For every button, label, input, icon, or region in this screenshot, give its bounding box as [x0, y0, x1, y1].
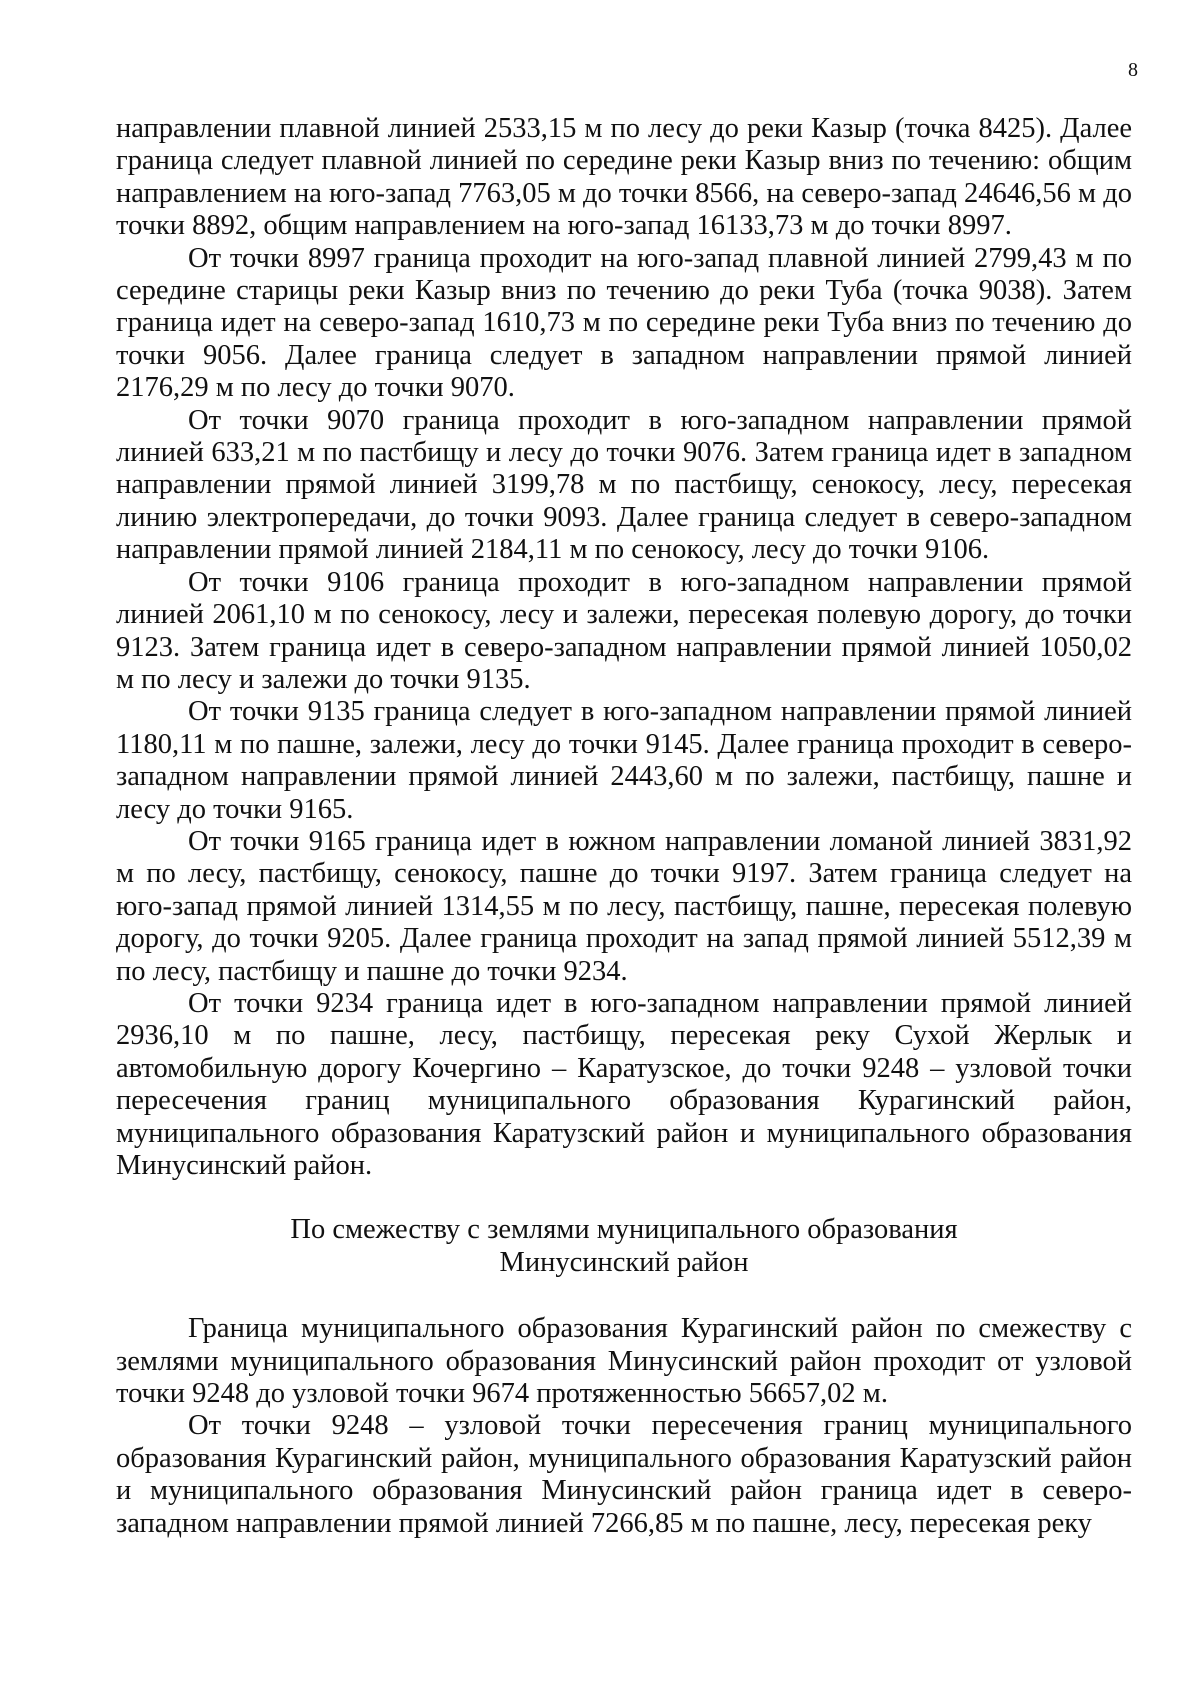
document-body [116, 113, 1132, 1540]
paragraph-9: От точки 9248 – узловой точки пересечения границ муниципального образования Курагинский район, муниципального образования Каратузский район и муниципального образования Минусинский район граница идет в северо-западном направлении прямой линией 7266,85 м по пашне, лесу, пересекая реку [116, 1410, 1132, 1539]
paragraph-8: Граница муниципального образования Курагинский район по смежеству с землями муниципального образования Минусинский район проходит от узловой точки 9248 до узловой точки 9674 протяженностью 56657,02 м. [116, 1313, 1132, 1410]
paragraph-1: направлении плавной линией 2533,15 м по лесу до реки Казыр (точка 8425). Далее граница следует плавной линией по середине реки Казыр вниз по течению: общим направлением на юго-запад 7763,05 м до точки 8566, на северо-запад 24646,56 м до точки 8892, общим направлением на юго-запад 16133,73 м до точки 8997. [116, 113, 1132, 242]
section-heading [116, 1214, 1132, 1279]
paragraph-5: От точки 9135 граница следует в юго-западном направлении прямой линией 1180,11 м по пашне, залежи, лесу до точки 9145. Далее граница проходит в северо-западном направлении прямой линией 2443,60 м по залежи, пастбищу, пашне и лесу до точки 9165. [116, 696, 1132, 825]
section-heading-line-1: По смежеству с землями муниципального образования [290, 1214, 958, 1246]
paragraph-4: От точки 9106 граница проходит в юго-западном направлении прямой линией 2061,10 м по сенокосу, лесу и залежи, пересекая полевую дорогу, до точки 9123. Затем граница идет в северо-западном направлении прямой линией 1050,02 м по лесу и залежи до точки 9135. [116, 566, 1132, 695]
paragraph-3: От точки 9070 граница проходит в юго-западном направлении прямой линией 633,21 м по пастбищу и лесу до точки 9076. Затем граница идет в западном направлении прямой линией 3199,78 м по пастбищу, сенокосу, лесу, пересекая линию электропередачи, до точки 9093. Далее граница следует в северо-западном направлении прямой линией 2184,11 м по сенокосу, лесу до точки 9106. [116, 404, 1132, 566]
paragraph-2: От точки 8997 граница проходит на юго-запад плавной линией 2799,43 м по середине старицы реки Казыр вниз по течению до реки Туба (точка 9038). Затем граница идет на северо-запад 1610,73 м по середине реки Туба вниз по течению до точки 9056. Далее граница следует в западном направлении прямой линией 2176,29 м по лесу до точки 9070. [116, 242, 1132, 404]
paragraph-7: От точки 9234 граница идет в юго-западном направлении прямой линией 2936,10 м по пашне, лесу, пастбищу, пересекая реку Сухой Жерлык и автомобильную дорогу Кочергино – Каратузское, до точки 9248 – узловой точки пересечения границ муниципального образования Курагинский район, муниципального образования Каратузский район и муниципального образования Минусинский район. [116, 987, 1132, 1181]
section-heading-line-2: Минусинский район [499, 1246, 749, 1278]
page-number: 8 [1128, 59, 1138, 81]
paragraph-6: От точки 9165 граница идет в южном направлении ломаной линией 3831,92 м по лесу, пастбищу, сенокосу, пашне до точки 9197. Затем граница следует на юго-запад прямой линией 1314,55 м по лесу, пастбищу, пашне, пересекая полевую дорогу, до точки 9205. Далее граница проходит на запад прямой линией 5512,39 м по лесу, пастбищу и пашне до точки 9234. [116, 825, 1132, 987]
